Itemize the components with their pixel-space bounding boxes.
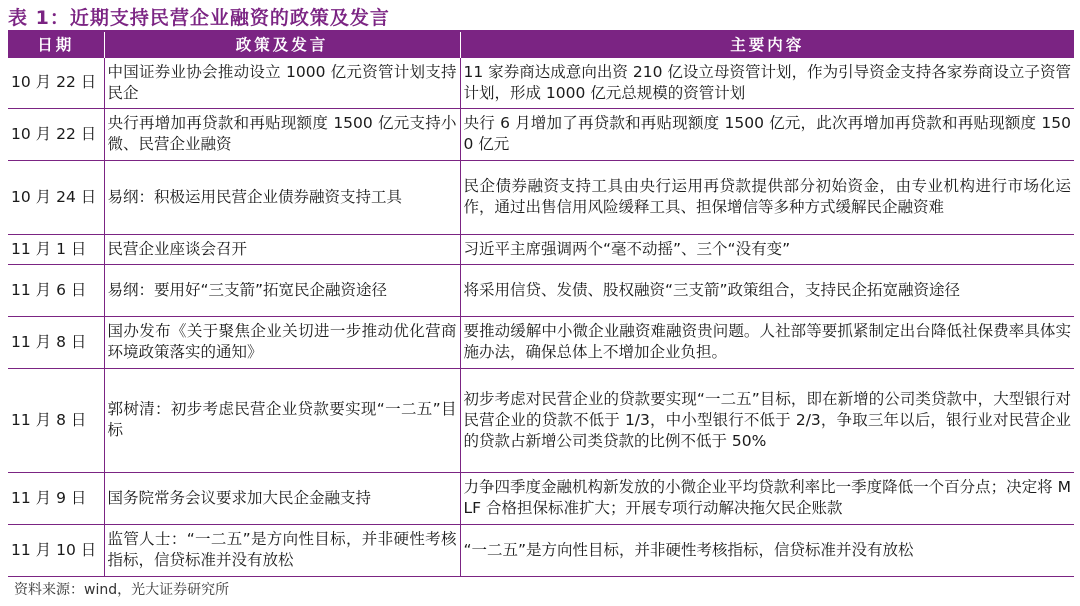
cell-content: 习近平主席强调两个“毫不动摇”、三个“没有变”: [460, 234, 1074, 264]
cell-content: 将采用信贷、发债、股权融资“三支箭”政策组合，支持民企拓宽融资途径: [460, 264, 1074, 316]
cell-date: 11 月 10 日: [8, 524, 104, 576]
source-note: 资料来源：wind，光大证券研究所: [14, 582, 230, 598]
table-row: [8, 108, 1074, 160]
header-row: [8, 32, 1074, 58]
cell-policy: 央行再增加再贷款和再贴现额度 1500 亿元支持小微、民营企业融资: [104, 108, 460, 160]
table-row: [8, 58, 1074, 108]
table-row: [8, 234, 1074, 264]
cell-content: 要推动缓解中小微企业融资难融资贵问题。人社部等要抓紧制定出台降低社保费率具体实施办法，确保总体上不增加企业负担。: [460, 316, 1074, 368]
cell-policy: 易纲：积极运用民营企业债券融资支持工具: [104, 160, 460, 234]
cell-date: 11 月 8 日: [8, 368, 104, 472]
cell-date: 10 月 22 日: [8, 108, 104, 160]
cell-policy: 郭树清：初步考虑民营企业贷款要实现“一二五”目标: [104, 368, 460, 472]
cell-date: 10 月 22 日: [8, 58, 104, 108]
cell-content: 初步考虑对民营企业的贷款要实现“一二五”目标，即在新增的公司类贷款中，大型银行对民营企业的贷款不低于 1/3，中小型银行不低于 2/3，争取三年以后，银行业对民营企业的贷款占新增公司类贷款的比例不低于 50%: [460, 368, 1074, 472]
cell-date: 11 月 6 日: [8, 264, 104, 316]
cell-date: 11 月 8 日: [8, 316, 104, 368]
cell-policy: 民营企业座谈会召开: [104, 234, 460, 264]
cell-policy: 国办发布《关于聚焦企业关切进一步推动优化营商环境政策落实的通知》: [104, 316, 460, 368]
cell-policy: 国务院常务会议要求加大民企金融支持: [104, 472, 460, 524]
policy-table: [8, 32, 1074, 577]
header-date: 日期: [8, 32, 104, 58]
cell-date: 11 月 1 日: [8, 234, 104, 264]
header-content: 主要内容: [460, 32, 1074, 58]
cell-content: 11 家券商达成意向出资 210 亿设立母资管计划，作为引导资金支持各家券商设立子资管计划，形成 1000 亿元总规模的资管计划: [460, 58, 1074, 108]
table-row: [8, 160, 1074, 234]
table-row: [8, 316, 1074, 368]
cell-date: 11 月 9 日: [8, 472, 104, 524]
table-row: [8, 524, 1074, 576]
cell-policy: 中国证券业协会推动设立 1000 亿元资管计划支持民企: [104, 58, 460, 108]
cell-policy: 易纲：要用好“三支箭”拓宽民企融资途径: [104, 264, 460, 316]
cell-date: 10 月 24 日: [8, 160, 104, 234]
header-policy: 政策及发言: [104, 32, 460, 58]
cell-content: “一二五”是方向性目标，并非硬性考核指标，信贷标准并没有放松: [460, 524, 1074, 576]
table-title: 表 1：近期支持民营企业融资的政策及发言: [8, 7, 390, 29]
cell-content: 央行 6 月增加了再贷款和再贴现额度 1500 亿元，此次再增加再贷款和再贴现额度 1500 亿元: [460, 108, 1074, 160]
cell-policy: 监管人士：“一二五”是方向性目标，并非硬性考核指标，信贷标准并没有放松: [104, 524, 460, 576]
table-row: [8, 368, 1074, 472]
cell-content: 力争四季度金融机构新发放的小微企业平均贷款利率比一季度降低一个百分点；决定将 MLF 合格担保标准扩大；开展专项行动解决拖欠民企账款: [460, 472, 1074, 524]
table-row: [8, 472, 1074, 524]
cell-content: 民企债券融资支持工具由央行运用再贷款提供部分初始资金，由专业机构进行市场化运作，通过出售信用风险缓释工具、担保增信等多种方式缓解民企融资难: [460, 160, 1074, 234]
table-row: [8, 264, 1074, 316]
